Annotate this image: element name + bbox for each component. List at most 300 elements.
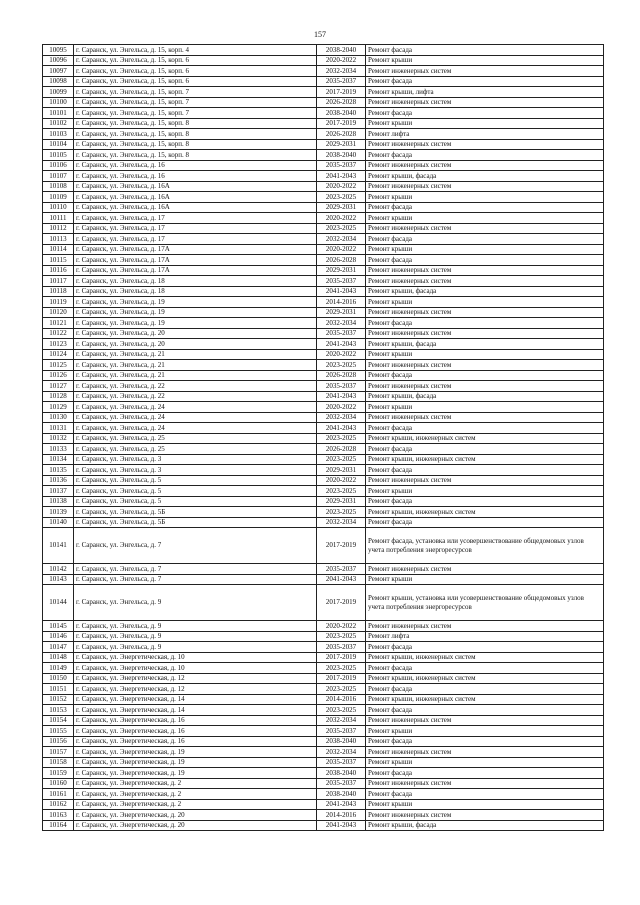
- address-cell: г. Саранск, ул. Энергетическая, д. 16: [74, 715, 317, 726]
- address-cell: г. Саранск, ул. Энергетическая, д. 20: [74, 820, 317, 831]
- period-cell: 2029-2031: [317, 307, 366, 318]
- address-cell: г. Саранск, ул. Энгельса, д. 24: [74, 402, 317, 413]
- row-number-cell: 10138: [43, 496, 74, 507]
- work-type-cell: Ремонт фасада: [366, 684, 604, 695]
- table-row: [43, 673, 604, 684]
- period-cell: 2014-2016: [317, 297, 366, 308]
- row-number-cell: 10151: [43, 684, 74, 695]
- row-number-cell: 10159: [43, 768, 74, 779]
- table-row: [43, 705, 604, 716]
- address-cell: г. Саранск, ул. Энергетическая, д. 2: [74, 789, 317, 800]
- table-row: [43, 564, 604, 575]
- table-row: [43, 139, 604, 150]
- table-row: [43, 778, 604, 789]
- work-type-cell: Ремонт крыши, фасада: [366, 171, 604, 182]
- row-number-cell: 10099: [43, 87, 74, 98]
- row-number-cell: 10139: [43, 507, 74, 518]
- row-number-cell: 10150: [43, 673, 74, 684]
- address-cell: г. Саранск, ул. Энгельса, д. 15, корп. 7: [74, 87, 317, 98]
- work-type-cell: Ремонт фасада: [366, 517, 604, 528]
- work-type-cell: Ремонт крыши, фасада: [366, 391, 604, 402]
- table-row: [43, 391, 604, 402]
- table-row: [43, 507, 604, 518]
- address-cell: г. Саранск, ул. Энгельса, д. 24: [74, 412, 317, 423]
- period-cell: 2029-2031: [317, 496, 366, 507]
- period-cell: 2038-2040: [317, 736, 366, 747]
- table-row: [43, 108, 604, 119]
- period-cell: 2041-2043: [317, 423, 366, 434]
- table-row: [43, 286, 604, 297]
- row-number-cell: 10145: [43, 621, 74, 632]
- address-cell: г. Саранск, ул. Энгельса, д. 16А: [74, 192, 317, 203]
- table-row: [43, 454, 604, 465]
- row-number-cell: 10106: [43, 160, 74, 171]
- repair-schedule-table: [42, 44, 604, 831]
- address-cell: г. Саранск, ул. Энергетическая, д. 16: [74, 726, 317, 737]
- row-number-cell: 10098: [43, 76, 74, 87]
- row-number-cell: 10154: [43, 715, 74, 726]
- work-type-cell: Ремонт лифта: [366, 631, 604, 642]
- row-number-cell: 10113: [43, 234, 74, 245]
- row-number-cell: 10117: [43, 276, 74, 287]
- work-type-cell: Ремонт фасада: [366, 45, 604, 56]
- period-cell: 2020-2022: [317, 621, 366, 632]
- period-cell: 2041-2043: [317, 820, 366, 831]
- work-type-cell: Ремонт фасада: [366, 444, 604, 455]
- period-cell: 2035-2037: [317, 757, 366, 768]
- work-type-cell: Ремонт крыши: [366, 574, 604, 585]
- period-cell: 2017-2019: [317, 585, 366, 621]
- row-number-cell: 10132: [43, 433, 74, 444]
- work-type-cell: Ремонт фасада: [366, 76, 604, 87]
- table-row: [43, 694, 604, 705]
- work-type-cell: Ремонт фасада: [366, 255, 604, 266]
- period-cell: 2017-2019: [317, 528, 366, 564]
- period-cell: 2023-2025: [317, 631, 366, 642]
- address-cell: г. Саранск, ул. Энергетическая, д. 20: [74, 810, 317, 821]
- address-cell: г. Саранск, ул. Энергетическая, д. 10: [74, 663, 317, 674]
- table-row: [43, 496, 604, 507]
- table-row: [43, 574, 604, 585]
- work-type-cell: Ремонт фасада: [366, 705, 604, 716]
- period-cell: 2035-2037: [317, 726, 366, 737]
- row-number-cell: 10095: [43, 45, 74, 56]
- table-row: [43, 370, 604, 381]
- period-cell: 2026-2028: [317, 370, 366, 381]
- work-type-cell: Ремонт крыши: [366, 757, 604, 768]
- address-cell: г. Саранск, ул. Энгельса, д. 5: [74, 475, 317, 486]
- row-number-cell: 10161: [43, 789, 74, 800]
- work-type-cell: Ремонт инженерных систем: [366, 97, 604, 108]
- table-row: [43, 585, 604, 621]
- row-number-cell: 10110: [43, 202, 74, 213]
- row-number-cell: 10136: [43, 475, 74, 486]
- address-cell: г. Саранск, ул. Энергетическая, д. 19: [74, 757, 317, 768]
- table-row: [43, 715, 604, 726]
- address-cell: г. Саранск, ул. Энергетическая, д. 10: [74, 652, 317, 663]
- table-row: [43, 768, 604, 779]
- row-number-cell: 10137: [43, 486, 74, 497]
- address-cell: г. Саранск, ул. Энгельса, д. 7: [74, 528, 317, 564]
- table-row: [43, 265, 604, 276]
- work-type-cell: Ремонт крыши, фасада: [366, 339, 604, 350]
- period-cell: 2038-2040: [317, 768, 366, 779]
- address-cell: г. Саранск, ул. Энгельса, д. 3: [74, 465, 317, 476]
- work-type-cell: Ремонт крыши: [366, 244, 604, 255]
- address-cell: г. Саранск, ул. Энгельса, д. 25: [74, 433, 317, 444]
- period-cell: 2026-2028: [317, 129, 366, 140]
- table-row: [43, 255, 604, 266]
- work-type-cell: Ремонт инженерных систем: [366, 139, 604, 150]
- row-number-cell: 10124: [43, 349, 74, 360]
- work-type-cell: Ремонт крыши, лифта: [366, 87, 604, 98]
- period-cell: 2035-2037: [317, 76, 366, 87]
- table-row: [43, 433, 604, 444]
- address-cell: г. Саранск, ул. Энгельса, д. 9: [74, 642, 317, 653]
- address-cell: г. Саранск, ул. Энгельса, д. 9: [74, 585, 317, 621]
- work-type-cell: Ремонт крыши, фасада: [366, 286, 604, 297]
- address-cell: г. Саранск, ул. Энергетическая, д. 19: [74, 747, 317, 758]
- address-cell: г. Саранск, ул. Энгельса, д. 21: [74, 360, 317, 371]
- row-number-cell: 10111: [43, 213, 74, 224]
- period-cell: 2023-2025: [317, 486, 366, 497]
- period-cell: 2041-2043: [317, 391, 366, 402]
- table-row: [43, 799, 604, 810]
- period-cell: 2038-2040: [317, 108, 366, 119]
- address-cell: г. Саранск, ул. Энгельса, д. 21: [74, 370, 317, 381]
- row-number-cell: 10164: [43, 820, 74, 831]
- work-type-cell: Ремонт инженерных систем: [366, 778, 604, 789]
- table-row: [43, 747, 604, 758]
- row-number-cell: 10119: [43, 297, 74, 308]
- period-cell: 2038-2040: [317, 150, 366, 161]
- row-number-cell: 10126: [43, 370, 74, 381]
- work-type-cell: Ремонт крыши: [366, 486, 604, 497]
- table-row: [43, 202, 604, 213]
- work-type-cell: Ремонт крыши: [366, 118, 604, 129]
- table-row: [43, 66, 604, 77]
- period-cell: 2023-2025: [317, 223, 366, 234]
- table-row: [43, 475, 604, 486]
- table-row: [43, 181, 604, 192]
- address-cell: г. Саранск, ул. Энгельса, д. 17А: [74, 265, 317, 276]
- work-type-cell: Ремонт инженерных систем: [366, 715, 604, 726]
- period-cell: 2035-2037: [317, 642, 366, 653]
- period-cell: 2041-2043: [317, 574, 366, 585]
- table-row: [43, 621, 604, 632]
- table-row: [43, 192, 604, 203]
- address-cell: г. Саранск, ул. Энгельса, д. 7: [74, 574, 317, 585]
- work-type-cell: Ремонт инженерных систем: [366, 360, 604, 371]
- address-cell: г. Саранск, ул. Энгельса, д. 25: [74, 444, 317, 455]
- period-cell: 2035-2037: [317, 778, 366, 789]
- work-type-cell: Ремонт крыши: [366, 297, 604, 308]
- table-row: [43, 213, 604, 224]
- address-cell: г. Саранск, ул. Энгельса, д. 19: [74, 297, 317, 308]
- address-cell: г. Саранск, ул. Энгельса, д. 17: [74, 223, 317, 234]
- address-cell: г. Саранск, ул. Энергетическая, д. 14: [74, 705, 317, 716]
- address-cell: г. Саранск, ул. Энгельса, д. 19: [74, 318, 317, 329]
- row-number-cell: 10103: [43, 129, 74, 140]
- row-number-cell: 10100: [43, 97, 74, 108]
- table-row: [43, 360, 604, 371]
- work-type-cell: Ремонт крыши, инженерных систем: [366, 652, 604, 663]
- table-row: [43, 789, 604, 800]
- period-cell: 2029-2031: [317, 139, 366, 150]
- row-number-cell: 10122: [43, 328, 74, 339]
- address-cell: г. Саранск, ул. Энгельса, д. 5: [74, 496, 317, 507]
- work-type-cell: Ремонт фасада: [366, 108, 604, 119]
- table-row: [43, 223, 604, 234]
- address-cell: г. Саранск, ул. Энгельса, д. 22: [74, 391, 317, 402]
- work-type-cell: Ремонт фасада: [366, 370, 604, 381]
- table-row: [43, 726, 604, 737]
- period-cell: 2041-2043: [317, 799, 366, 810]
- table-row: [43, 307, 604, 318]
- address-cell: г. Саранск, ул. Энгельса, д. 15, корп. 8: [74, 118, 317, 129]
- work-type-cell: Ремонт крыши, инженерных систем: [366, 673, 604, 684]
- work-type-cell: Ремонт инженерных систем: [366, 381, 604, 392]
- period-cell: 2026-2028: [317, 444, 366, 455]
- table-row: [43, 402, 604, 413]
- table-row: [43, 810, 604, 821]
- period-cell: 2032-2034: [317, 66, 366, 77]
- period-cell: 2035-2037: [317, 160, 366, 171]
- period-cell: 2035-2037: [317, 381, 366, 392]
- address-cell: г. Саранск, ул. Энгельса, д. 9: [74, 631, 317, 642]
- table-row: [43, 381, 604, 392]
- work-type-cell: Ремонт фасада: [366, 736, 604, 747]
- row-number-cell: 10131: [43, 423, 74, 434]
- work-type-cell: Ремонт крыши, инженерных систем: [366, 433, 604, 444]
- address-cell: г. Саранск, ул. Энгельса, д. 16: [74, 171, 317, 182]
- table-row: [43, 234, 604, 245]
- period-cell: 2029-2031: [317, 465, 366, 476]
- row-number-cell: 10112: [43, 223, 74, 234]
- work-type-cell: Ремонт крыши: [366, 402, 604, 413]
- row-number-cell: 10156: [43, 736, 74, 747]
- table-row: [43, 318, 604, 329]
- row-number-cell: 10107: [43, 171, 74, 182]
- address-cell: г. Саранск, ул. Энергетическая, д. 19: [74, 768, 317, 779]
- row-number-cell: 10121: [43, 318, 74, 329]
- address-cell: г. Саранск, ул. Энгельса, д. 16А: [74, 202, 317, 213]
- row-number-cell: 10125: [43, 360, 74, 371]
- period-cell: 2020-2022: [317, 475, 366, 486]
- work-type-cell: Ремонт инженерных систем: [366, 328, 604, 339]
- row-number-cell: 10149: [43, 663, 74, 674]
- work-type-cell: Ремонт фасада: [366, 202, 604, 213]
- period-cell: 2032-2034: [317, 747, 366, 758]
- work-type-cell: Ремонт инженерных систем: [366, 564, 604, 575]
- work-type-cell: Ремонт инженерных систем: [366, 475, 604, 486]
- address-cell: г. Саранск, ул. Энгельса, д. 17: [74, 213, 317, 224]
- address-cell: г. Саранск, ул. Энергетическая, д. 16: [74, 736, 317, 747]
- row-number-cell: 10105: [43, 150, 74, 161]
- address-cell: г. Саранск, ул. Энгельса, д. 24: [74, 423, 317, 434]
- row-number-cell: 10130: [43, 412, 74, 423]
- row-number-cell: 10155: [43, 726, 74, 737]
- work-type-cell: Ремонт инженерных систем: [366, 276, 604, 287]
- table-row: [43, 150, 604, 161]
- row-number-cell: 10143: [43, 574, 74, 585]
- period-cell: 2029-2031: [317, 265, 366, 276]
- work-type-cell: Ремонт крыши, фасада: [366, 820, 604, 831]
- row-number-cell: 10163: [43, 810, 74, 821]
- table-row: [43, 412, 604, 423]
- address-cell: г. Саранск, ул. Энгельса, д. 17: [74, 234, 317, 245]
- work-type-cell: Ремонт фасада: [366, 789, 604, 800]
- table-row: [43, 276, 604, 287]
- address-cell: г. Саранск, ул. Энгельса, д. 15, корп. 8: [74, 129, 317, 140]
- row-number-cell: 10133: [43, 444, 74, 455]
- work-type-cell: Ремонт инженерных систем: [366, 307, 604, 318]
- table-row: [43, 118, 604, 129]
- table-row: [43, 465, 604, 476]
- address-cell: г. Саранск, ул. Энгельса, д. 5Б: [74, 517, 317, 528]
- row-number-cell: 10129: [43, 402, 74, 413]
- table-row: [43, 45, 604, 56]
- row-number-cell: 10157: [43, 747, 74, 758]
- period-cell: 2035-2037: [317, 564, 366, 575]
- address-cell: г. Саранск, ул. Энергетическая, д. 14: [74, 694, 317, 705]
- period-cell: 2032-2034: [317, 318, 366, 329]
- work-type-cell: Ремонт фасада: [366, 496, 604, 507]
- table-row: [43, 349, 604, 360]
- address-cell: г. Саранск, ул. Энгельса, д. 20: [74, 339, 317, 350]
- address-cell: г. Саранск, ул. Энгельса, д. 9: [74, 621, 317, 632]
- row-number-cell: 10134: [43, 454, 74, 465]
- address-cell: г. Саранск, ул. Энгельса, д. 18: [74, 286, 317, 297]
- address-cell: г. Саранск, ул. Энгельса, д. 19: [74, 307, 317, 318]
- row-number-cell: 10140: [43, 517, 74, 528]
- work-type-cell: Ремонт крыши: [366, 213, 604, 224]
- period-cell: 2020-2022: [317, 349, 366, 360]
- period-cell: 2020-2022: [317, 244, 366, 255]
- address-cell: г. Саранск, ул. Энгельса, д. 3: [74, 454, 317, 465]
- table-row: [43, 129, 604, 140]
- row-number-cell: 10109: [43, 192, 74, 203]
- row-number-cell: 10102: [43, 118, 74, 129]
- period-cell: 2017-2019: [317, 87, 366, 98]
- table-row: [43, 631, 604, 642]
- period-cell: 2023-2025: [317, 360, 366, 371]
- table-row: [43, 297, 604, 308]
- address-cell: г. Саранск, ул. Энгельса, д. 15, корп. 6: [74, 55, 317, 66]
- work-type-cell: Ремонт фасада, установка или усовершенствование общедомовых узлов учета потребления энергоресурсов: [366, 528, 604, 564]
- row-number-cell: 10135: [43, 465, 74, 476]
- table-row: [43, 486, 604, 497]
- table-row: [43, 528, 604, 564]
- work-type-cell: Ремонт инженерных систем: [366, 223, 604, 234]
- work-type-cell: Ремонт крыши, инженерных систем: [366, 507, 604, 518]
- work-type-cell: Ремонт крыши: [366, 192, 604, 203]
- table-row: [43, 160, 604, 171]
- row-number-cell: 10120: [43, 307, 74, 318]
- row-number-cell: 10116: [43, 265, 74, 276]
- work-type-cell: Ремонт инженерных систем: [366, 621, 604, 632]
- row-number-cell: 10152: [43, 694, 74, 705]
- table-body: [43, 45, 604, 831]
- period-cell: 2041-2043: [317, 286, 366, 297]
- address-cell: г. Саранск, ул. Энгельса, д. 15, корп. 6: [74, 66, 317, 77]
- work-type-cell: Ремонт лифта: [366, 129, 604, 140]
- row-number-cell: 10142: [43, 564, 74, 575]
- work-type-cell: Ремонт крыши: [366, 799, 604, 810]
- address-cell: г. Саранск, ул. Энгельса, д. 17А: [74, 244, 317, 255]
- table-row: [43, 423, 604, 434]
- row-number-cell: 10101: [43, 108, 74, 119]
- address-cell: г. Саранск, ул. Энергетическая, д. 12: [74, 684, 317, 695]
- table-row: [43, 663, 604, 674]
- period-cell: 2014-2016: [317, 810, 366, 821]
- table-row: [43, 339, 604, 350]
- work-type-cell: Ремонт фасада: [366, 768, 604, 779]
- period-cell: 2017-2019: [317, 652, 366, 663]
- row-number-cell: 10128: [43, 391, 74, 402]
- address-cell: г. Саранск, ул. Энгельса, д. 7: [74, 564, 317, 575]
- table-row: [43, 244, 604, 255]
- period-cell: 2023-2025: [317, 454, 366, 465]
- period-cell: 2023-2025: [317, 684, 366, 695]
- period-cell: 2038-2040: [317, 789, 366, 800]
- table-row: [43, 444, 604, 455]
- row-number-cell: 10127: [43, 381, 74, 392]
- row-number-cell: 10115: [43, 255, 74, 266]
- work-type-cell: Ремонт фасада: [366, 234, 604, 245]
- row-number-cell: 10108: [43, 181, 74, 192]
- work-type-cell: Ремонт инженерных систем: [366, 810, 604, 821]
- table-row: [43, 76, 604, 87]
- row-number-cell: 10162: [43, 799, 74, 810]
- address-cell: г. Саранск, ул. Энгельса, д. 16: [74, 160, 317, 171]
- period-cell: 2023-2025: [317, 663, 366, 674]
- period-cell: 2026-2028: [317, 97, 366, 108]
- table-row: [43, 652, 604, 663]
- period-cell: 2041-2043: [317, 339, 366, 350]
- period-cell: 2032-2034: [317, 412, 366, 423]
- work-type-cell: Ремонт крыши, инженерных систем: [366, 454, 604, 465]
- address-cell: г. Саранск, ул. Энгельса, д. 18: [74, 276, 317, 287]
- row-number-cell: 10118: [43, 286, 74, 297]
- row-number-cell: 10148: [43, 652, 74, 663]
- row-number-cell: 10158: [43, 757, 74, 768]
- row-number-cell: 10146: [43, 631, 74, 642]
- period-cell: 2032-2034: [317, 517, 366, 528]
- work-type-cell: Ремонт фасада: [366, 465, 604, 476]
- work-type-cell: Ремонт инженерных систем: [366, 181, 604, 192]
- work-type-cell: Ремонт инженерных систем: [366, 160, 604, 171]
- table-row: [43, 642, 604, 653]
- period-cell: 2041-2043: [317, 171, 366, 182]
- work-type-cell: Ремонт крыши, установка или усовершенствование общедомовых узлов учета потребления энергоресурсов: [366, 585, 604, 621]
- row-number-cell: 10144: [43, 585, 74, 621]
- period-cell: 2023-2025: [317, 507, 366, 518]
- table-row: [43, 736, 604, 747]
- period-cell: 2023-2025: [317, 433, 366, 444]
- period-cell: 2029-2031: [317, 202, 366, 213]
- address-cell: г. Саранск, ул. Энгельса, д. 15, корп. 8: [74, 150, 317, 161]
- row-number-cell: 10153: [43, 705, 74, 716]
- table-row: [43, 87, 604, 98]
- row-number-cell: 10160: [43, 778, 74, 789]
- period-cell: 2017-2019: [317, 673, 366, 684]
- work-type-cell: Ремонт фасада: [366, 423, 604, 434]
- table-row: [43, 328, 604, 339]
- period-cell: 2035-2037: [317, 328, 366, 339]
- period-cell: 2035-2037: [317, 276, 366, 287]
- table-row: [43, 757, 604, 768]
